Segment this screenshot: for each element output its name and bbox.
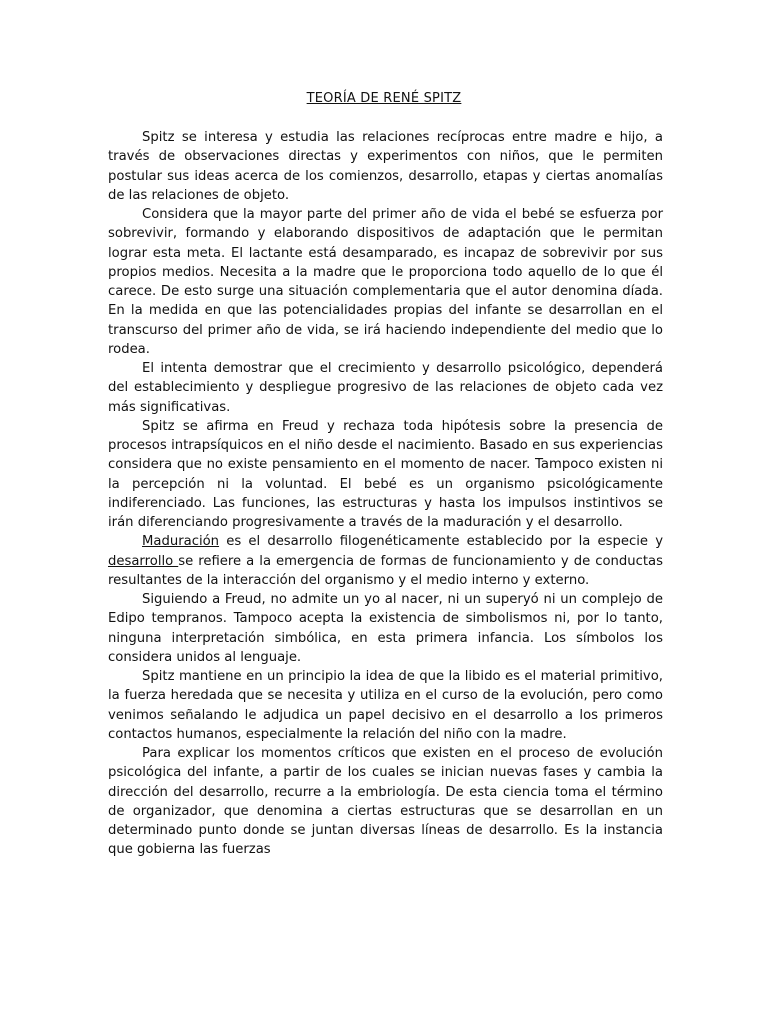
paragraph-2: Considera que la mayor parte del primer año de vida el bebé se esfuerza por sobrevivir, formando y elaborando dispositivos de adaptación que le permitan lograr esta meta. El lactante está desamparado, es incapaz de sobrevivir por sus propios medios. Necesita a la madre que le proporciona todo aquello de lo que él carece. De esto surge una situación complementaria que el autor denomina díada. En la medida en que las potencialidades propias del infante se desarrollan en el transcurso del primer año de vida, se irá haciendo independiente del medio que lo rodea. — [108, 207, 663, 357]
paragraph-5-text-1: es el desarrollo filogenéticamente establecido por la especie y — [219, 534, 663, 550]
page-title: TEORÍA DE RENÉ SPITZ — [306, 91, 462, 106]
paragraph-5-text-2: se refiere a la emergencia de formas de funcionamiento y de conductas resultantes de la interacción del organismo y el medio interno y externo. — [108, 553, 664, 588]
paragraph-6: Siguiendo a Freud, no admite un yo al nacer, ni un superyó ni un complejo de Edipo tempranos. Tampoco acepta la existencia de simbolismos ni, por lo tanto, ninguna interpretación simbólica, en esta primera infancia. Los símbolos los considera unidos al lenguaje. — [108, 592, 663, 665]
paragraph-7: Spitz mantiene en un principio la idea de que la libido es el material primitivo, la fuerza heredada que se necesita y utiliza en el curso de la evolución, pero como venimos señalando le adjudica un papel decisivo en el desarrollo a los primeros contactos humanos, especialmente la relación del niño con la madre. — [108, 669, 663, 742]
term-desarrollo: desarrollo — [108, 553, 179, 569]
document-body — [108, 128, 663, 860]
term-maduracion: Maduración — [142, 534, 220, 550]
paragraph-1: Spitz se interesa y estudia las relaciones recíprocas entre madre e hijo, a través de observaciones directas y experimentos con niños, que le permiten postular sus ideas acerca de los comienzos, desarrollo, etapas y ciertas anomalías de las relaciones de objeto. — [108, 130, 663, 203]
paragraph-4: Spitz se afirma en Freud y rechaza toda hipótesis sobre la presencia de procesos intrapsíquicos en el niño desde el nacimiento. Basado en sus experiencias considera que no existe pensamiento en el momento de nacer. Tampoco existen ni la percepción ni la voluntad. El bebé es un organismo psicológicamente indiferenciado. Las funciones, las estructuras y hasta los impulsos instintivos se irán diferenciando progresivamente a través de la maduración y el desarrollo. — [108, 418, 663, 530]
paragraph-8: Para explicar los momentos críticos que existen en el proceso de evolución psicológica del infante, a partir de los cuales se inician nuevas fases y cambia la dirección del desarrollo, recurre a la embriología. De esta ciencia toma el término de organizador, que denomina a ciertas estructuras que se desarrollan en un determinado punto donde se juntan diversas líneas de desarrollo. Es la instancia que gobierna las fuerzas — [108, 746, 663, 858]
paragraph-3: El intenta demostrar que el crecimiento y desarrollo psicológico, dependerá del establecimiento y despliegue progresivo de las relaciones de objeto cada vez más significativas. — [108, 361, 663, 415]
paragraph-5 — [108, 532, 663, 590]
